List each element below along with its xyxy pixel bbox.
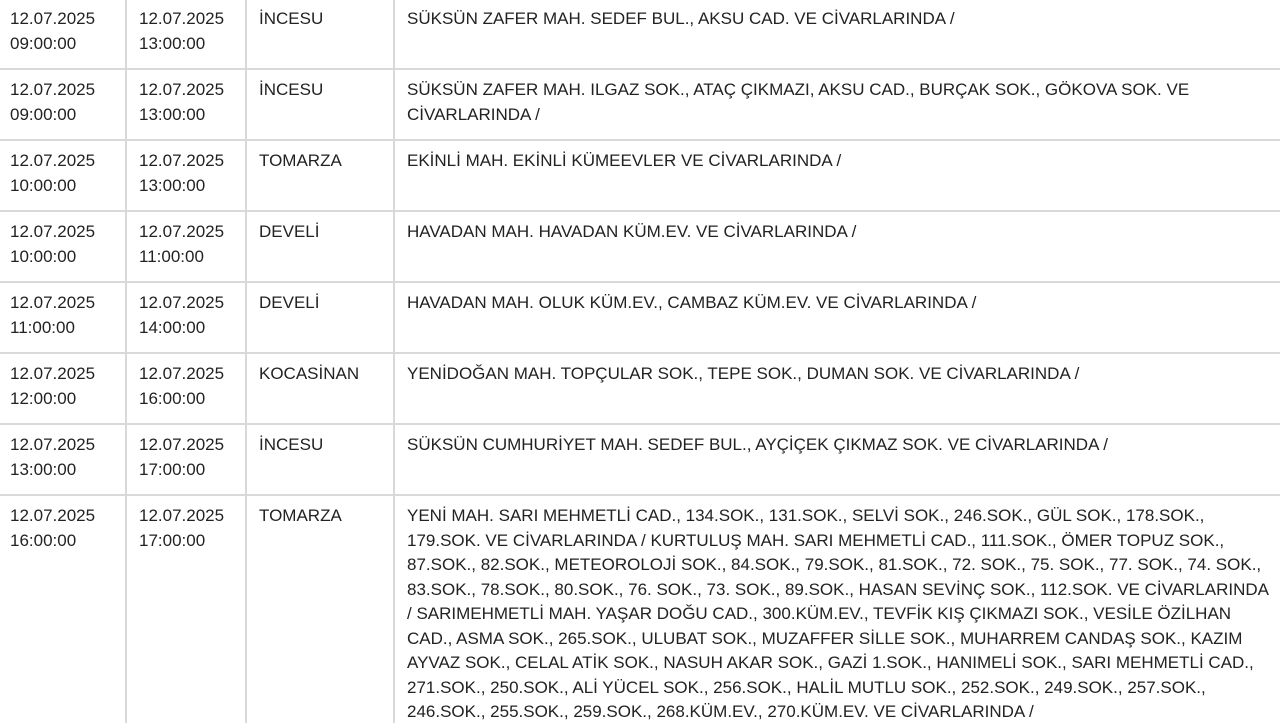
- district-cell: TOMARZA: [246, 140, 394, 211]
- end-datetime-cell: [126, 69, 246, 140]
- start-datetime-cell: [0, 0, 126, 69]
- end-datetime-cell: [126, 0, 246, 69]
- start-date: 12.07.2025: [10, 506, 96, 525]
- table-row: [0, 211, 1280, 282]
- district-cell: İNCESU: [246, 0, 394, 69]
- end-datetime-cell: [126, 353, 246, 424]
- district-cell: DEVELİ: [246, 282, 394, 353]
- end-time: 16:00:00: [139, 388, 206, 408]
- start-time: 09:00:00: [10, 104, 77, 124]
- area-cell: SÜKSÜN ZAFER MAH. SEDEF BUL., AKSU CAD. VE CİVARLARINDA /: [394, 0, 1280, 69]
- start-datetime-cell: [0, 495, 126, 723]
- table-row: [0, 495, 1280, 723]
- start-date: 12.07.2025: [10, 435, 96, 454]
- end-time: 14:00:00: [139, 317, 206, 337]
- start-date: 12.07.2025: [10, 151, 96, 170]
- start-date: 12.07.2025: [10, 80, 96, 99]
- start-datetime-cell: [0, 424, 126, 495]
- start-time: 11:00:00: [10, 317, 75, 337]
- area-cell: SÜKSÜN ZAFER MAH. ILGAZ SOK., ATAÇ ÇIKMAZI, AKSU CAD., BURÇAK SOK., GÖKOVA SOK. VE CİVARLARINDA /: [394, 69, 1280, 140]
- start-time: 13:00:00: [10, 459, 77, 479]
- end-date: 12.07.2025: [139, 506, 225, 525]
- district-cell: İNCESU: [246, 424, 394, 495]
- end-date: 12.07.2025: [139, 80, 225, 99]
- area-cell: YENİDOĞAN MAH. TOPÇULAR SOK., TEPE SOK., DUMAN SOK. VE CİVARLARINDA /: [394, 353, 1280, 424]
- end-date: 12.07.2025: [139, 151, 225, 170]
- start-datetime-cell: [0, 140, 126, 211]
- start-date: 12.07.2025: [10, 9, 96, 28]
- end-datetime-cell: [126, 424, 246, 495]
- end-time: 13:00:00: [139, 33, 206, 53]
- table-row: [0, 424, 1280, 495]
- end-date: 12.07.2025: [139, 222, 225, 241]
- end-time: 11:00:00: [139, 246, 204, 266]
- end-datetime-cell: [126, 282, 246, 353]
- end-date: 12.07.2025: [139, 293, 225, 312]
- table-row: [0, 69, 1280, 140]
- area-cell: YENİ MAH. SARI MEHMETLİ CAD., 134.SOK., 131.SOK., SELVİ SOK., 246.SOK., GÜL SOK., 178.SOK., 179.SOK. VE CİVARLARINDA / KURTULUŞ MAH. SARI MEHMETLİ CAD., 111.SOK., ÖMER TOPUZ SOK., 87.SOK., 82.SOK., METEOROLOJİ SOK., 84.SOK., 79.SOK., 81.SOK., 72. SOK., 75. SOK., 77. SOK., 74. SOK., 83.SOK., 78.SOK., 80.SOK., 76. SOK., 73. SOK., 89.SOK., HASAN SEVİNÇ SOK., 112.SOK. VE CİVARLARINDA / SARIMEHMETLİ MAH. YAŞAR DOĞU CAD., 300.KÜM.EV., TEVFİK KIŞ ÇIKMAZI SOK., VESİLE ÖZİLHAN CAD., ASMA SOK., 265.SOK., ULUBAT SOK., MUZAFFER SİLLE SOK., MUHARREM CANDAŞ SOK., KAZIM AYVAZ SOK., CELAL ATİK SOK., NASUH AKAR SOK., GAZİ 1.SOK., HANIMELİ SOK., SARI MEHMETLİ CAD., 271.SOK., 250.SOK., ALİ YÜCEL SOK., 256.SOK., HALİL MUTLU SOK., 252.SOK., 249.SOK., 257.SOK., 246.SOK., 255.SOK., 259.SOK., 268.KÜM.EV., 270.KÜM.EV. VE CİVARLARINDA /: [394, 495, 1280, 723]
- end-date: 12.07.2025: [139, 364, 225, 383]
- start-datetime-cell: [0, 211, 126, 282]
- area-cell: SÜKSÜN CUMHURİYET MAH. SEDEF BUL., AYÇİÇEK ÇIKMAZ SOK. VE CİVARLARINDA /: [394, 424, 1280, 495]
- district-cell: İNCESU: [246, 69, 394, 140]
- table-row: [0, 282, 1280, 353]
- area-cell: EKİNLİ MAH. EKİNLİ KÜMEEVLER VE CİVARLARINDA /: [394, 140, 1280, 211]
- start-date: 12.07.2025: [10, 364, 96, 383]
- end-datetime-cell: [126, 140, 246, 211]
- start-date: 12.07.2025: [10, 293, 96, 312]
- end-datetime-cell: [126, 211, 246, 282]
- end-time: 13:00:00: [139, 104, 206, 124]
- end-time: 17:00:00: [139, 459, 206, 479]
- end-date: 12.07.2025: [139, 9, 225, 28]
- end-time: 17:00:00: [139, 530, 206, 550]
- district-cell: TOMARZA: [246, 495, 394, 723]
- table-row: [0, 140, 1280, 211]
- area-cell: HAVADAN MAH. OLUK KÜM.EV., CAMBAZ KÜM.EV. VE CİVARLARINDA /: [394, 282, 1280, 353]
- area-cell: HAVADAN MAH. HAVADAN KÜM.EV. VE CİVARLARINDA /: [394, 211, 1280, 282]
- start-datetime-cell: [0, 282, 126, 353]
- end-date: 12.07.2025: [139, 435, 225, 454]
- start-time: 09:00:00: [10, 33, 77, 53]
- table-row: [0, 353, 1280, 424]
- start-time: 10:00:00: [10, 175, 77, 195]
- start-date: 12.07.2025: [10, 222, 96, 241]
- start-time: 12:00:00: [10, 388, 77, 408]
- start-datetime-cell: [0, 353, 126, 424]
- start-time: 16:00:00: [10, 530, 77, 550]
- table-row: [0, 0, 1280, 69]
- start-datetime-cell: [0, 69, 126, 140]
- end-time: 13:00:00: [139, 175, 206, 195]
- district-cell: DEVELİ: [246, 211, 394, 282]
- end-datetime-cell: [126, 495, 246, 723]
- start-time: 10:00:00: [10, 246, 77, 266]
- district-cell: KOCASİNAN: [246, 353, 394, 424]
